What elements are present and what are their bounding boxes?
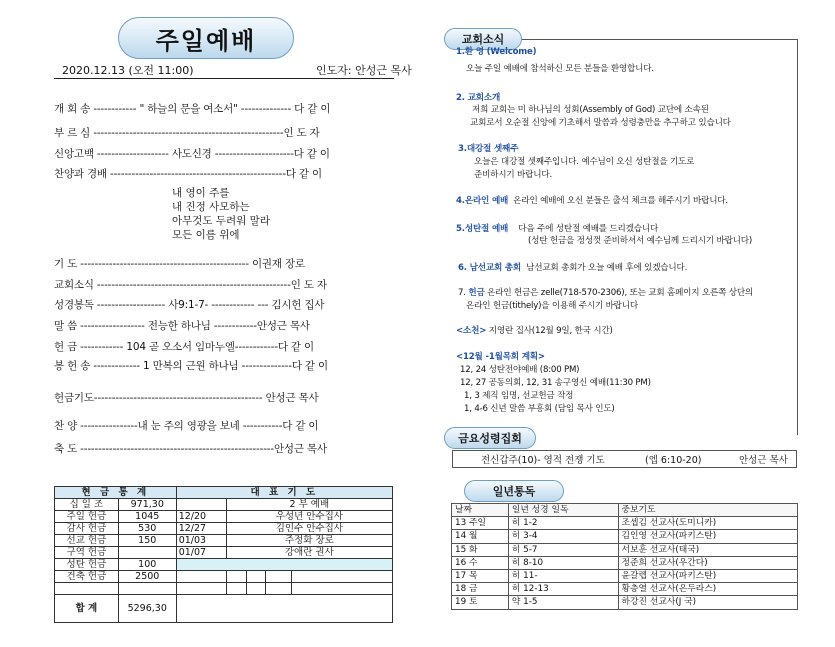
order-sermon: 말 씀 ------------------ 전능한 하나님 ------------안성근 목사: [54, 320, 310, 332]
reading-passage: 히 12-13: [508, 583, 618, 596]
prayer-date: 01/07: [176, 547, 226, 559]
reading-passage: 히 5-7: [508, 543, 618, 556]
prayer-name: 우성년 안수집사: [226, 511, 392, 523]
order-creed: 신앙고백 -------------------- 사도신경 ----------------------다 같 이: [54, 148, 330, 160]
friday-reference: (엡 6:10-20): [645, 455, 702, 466]
offering-total-label: 합 계: [55, 595, 119, 623]
offering-label: 감사 헌금: [55, 523, 119, 535]
news-plan-head: <12월 -1월목회 계획>: [456, 352, 545, 362]
empty-cell: [176, 571, 226, 583]
prayer-name: 2 부 예배: [226, 499, 392, 511]
prayer-date: [176, 499, 226, 511]
table-row: [452, 569, 798, 582]
offering-amount: 2500: [118, 571, 176, 583]
order-hymn: 찬 양 ----------------내 눈 주의 영광을 보네 -----------다 같 이: [54, 420, 319, 432]
empty-cell: [266, 583, 292, 595]
news-plan-item: 12, 24 성탄전야예배 (8:00 PM): [460, 365, 580, 375]
news-intro-head: 2. 교회소개: [456, 93, 501, 103]
reading-prayer: 김인영 선교사(파키스탄): [618, 530, 797, 543]
reading-prayer: 윤갈렙 선교사(파키스탄): [618, 569, 797, 582]
reading-date: 19 토: [452, 596, 509, 609]
page-title: 주일예배: [118, 17, 294, 59]
table-row: [452, 543, 798, 556]
offering-header: 현 금 통 계: [55, 487, 177, 499]
offering-label: 십 일 조: [55, 499, 119, 511]
reading-prayer: 조셉김 선교사(도미니카): [618, 517, 797, 530]
offering-amount: 971,30: [118, 499, 176, 511]
news-plan-item: 1, 3 제직 임명, 선교헌금 작정: [464, 391, 574, 401]
order-praise: 찬양과 경배 -------------------------------------------------다 같 이: [54, 168, 322, 180]
offering-table: [54, 486, 393, 623]
reading-header-bible: 일년 성경 일독: [508, 504, 618, 517]
news-offer-body: 온라인 헌금(tithely)을 이용해 주시기 바랍니다: [466, 301, 638, 311]
empty-cell: [226, 571, 246, 583]
table-row: [452, 517, 798, 530]
friday-speaker: 안성근 목사: [739, 455, 788, 466]
news-intro-body: 교회로서 오순절 신앙에 기초해서 말씀과 성령충만을 추구하고 있습니다: [470, 118, 731, 128]
news-xmas-body: 다음 주에 성탄절 예배를 드리겠습니다: [518, 224, 659, 234]
prayer-name: 강애란 권사: [226, 547, 392, 559]
praise-song: 모든 이름 위에: [172, 229, 240, 241]
reading-passage: 히 8-10: [508, 556, 618, 569]
reading-prayer: 정준희 선교사(우간다): [618, 556, 797, 569]
news-advent-body: 오늘은 대강절 셋째주입니다. 예수님이 오신 성탄절을 기도로: [474, 157, 695, 167]
empty-cell: [266, 571, 292, 583]
offering-amount: [118, 547, 176, 559]
reading-date: 14 월: [452, 530, 509, 543]
news-men-head: 6. 남선교회 총회: [458, 263, 522, 273]
reading-passage: 히 11-: [508, 569, 618, 582]
news-welcome-body: 오늘 주일 예배에 참석하신 모든 분들을 환영합니다.: [466, 64, 654, 74]
table-row: [452, 530, 798, 543]
empty-cell: [246, 571, 266, 583]
order-offertory: 봉 헌 송 ------------- 1 만복의 근원 하나님 --------------다 같 이: [54, 360, 328, 372]
news-intro-body: 저희 교회는 미 하나님의 성회(Assembly of God) 교단에 소속된: [472, 105, 709, 115]
prayer-name: 주정화 장로: [226, 535, 392, 547]
order-scripture: 성경봉독 ------------------- 사9:1-7- ------------ --- 김시헌 집사: [54, 299, 325, 311]
news-offer-number: 7.: [458, 288, 466, 298]
empty-cell: [176, 583, 226, 595]
reading-prayer: 하강진 선교사(J 국): [618, 596, 797, 609]
news-offer-body: 온라인 헌금은 zelle(718-570-2306), 또는 교회 홈페이지 오른쪽 상단의: [487, 288, 754, 298]
news-plan-item: 12, 27 공동의회, 12, 31 송구영신 예배(11:30 PM): [460, 378, 651, 388]
reading-passage: 히 3-4: [508, 530, 618, 543]
reading-prayer: 황층열 선교사(온두라스): [618, 583, 797, 596]
offering-label: 주일 헌금: [55, 511, 119, 523]
praise-song: 내 영이 주를: [172, 187, 230, 199]
reading-date: 13 주일: [452, 517, 509, 530]
praise-song: 아무것도 두려워 말라: [172, 215, 270, 227]
praise-song-list: [172, 186, 270, 242]
praise-song: 내 진정 사모하는: [172, 201, 250, 213]
table-row: [452, 556, 798, 569]
service-date: 2020.12.13 (오전 11:00): [62, 64, 194, 77]
reading-date: 17 목: [452, 569, 509, 582]
order-benediction: 축 도 ------------------------------------------------------안성근 목사: [54, 443, 327, 455]
order-offering: 헌 금 ------------ 104 곧 오소서 임마누엘------------다 같 이: [54, 341, 314, 353]
reading-date: 15 화: [452, 543, 509, 556]
reading-header-date: 날짜: [452, 504, 509, 517]
reading-date: 16 수: [452, 556, 509, 569]
offering-label: 선교 헌금: [55, 535, 119, 547]
offering-total-value: 5296,30: [118, 595, 176, 623]
order-prayer: 기 도 ----------------------------------------------- 이권재 장로: [54, 258, 305, 270]
table-row: [452, 583, 798, 596]
prayer-date: 12/27: [176, 523, 226, 535]
empty-cell: [292, 571, 393, 583]
news-xmas-head: 5.성탄절 예배: [456, 224, 509, 234]
prayer-empty-cell: [176, 559, 392, 571]
offering-label: 건축 헌금: [55, 571, 119, 583]
news-advent-head: 3.대강절 셋째주: [458, 144, 519, 154]
prayer-header: 대 표 기 도: [176, 487, 392, 499]
friday-service: [452, 450, 797, 468]
news-plan-item: 1, 4-6 신년 말씀 부흥회 (담임 목사 인도): [464, 404, 615, 414]
empty-cell: [176, 595, 392, 623]
reading-header-prayer: 중보기도: [618, 504, 797, 517]
news-men-body: 남선교회 총회가 오늘 예배 후에 있겠습니다.: [526, 263, 688, 273]
order-announcements: 교회소식 ------------------------------------------------------인 도 자: [54, 279, 327, 291]
news-death-body: 지영란 집사(12월 9일, 한국 시간): [488, 326, 613, 336]
empty-cell: [246, 583, 266, 595]
reading-passage: 약 1-5: [508, 596, 618, 609]
offering-amount: 100: [118, 559, 176, 571]
news-section-title: 교회소식: [444, 28, 522, 50]
prayer-name: 김인수 안수집사: [226, 523, 392, 535]
news-xmas-body: (성탄 헌금을 정성껏 준비하셔서 예수님께 드리시기 바랍니다): [528, 236, 753, 246]
reading-passage: 히 1-2: [508, 517, 618, 530]
offering-amount: 1045: [118, 511, 176, 523]
empty-cell: [55, 583, 119, 595]
service-leader: 인도자: 안성근 목사: [316, 64, 412, 77]
reading-prayer: 서보훈 선교사(태국): [618, 543, 797, 556]
prayer-date: 12/20: [176, 511, 226, 523]
news-online-body: 온라인 예배에 오신 분들은 출석 체크를 해주시기 바랍니다.: [513, 196, 728, 206]
reading-table: [451, 503, 798, 610]
news-death-head: <소천>: [456, 326, 487, 336]
order-offering-prayer: 헌금기도----------------------------------------------- 안성근 목사: [54, 392, 319, 404]
empty-cell: [226, 583, 246, 595]
empty-cell: [292, 583, 393, 595]
table-row: [452, 596, 798, 609]
news-online-head: 4.온라인 예배: [456, 196, 509, 206]
order-opening-hymn: 개 회 송 ------------ " 하늘의 문을 여소서" -------------- 다 같 이: [54, 103, 331, 115]
offering-label: 구역 헌금: [55, 547, 119, 559]
offering-amount: 530: [118, 523, 176, 535]
friday-series: 전신갑주(10)- 영적 전쟁 기도: [481, 455, 605, 466]
offering-label: 성탄 헌금: [55, 559, 119, 571]
news-welcome-head: 1.환 영 (Welcome): [456, 47, 537, 57]
prayer-date: 01/03: [176, 535, 226, 547]
offering-amount: 150: [118, 535, 176, 547]
empty-cell: [118, 583, 176, 595]
friday-section-title: 금요성령집회: [444, 427, 536, 449]
news-offer-head: 헌금: [468, 288, 485, 298]
news-advent-body: 준비하시기 바랍니다.: [474, 170, 552, 180]
reading-date: 18 금: [452, 583, 509, 596]
order-call-to-worship: 부 르 심 -----------------------------------------------------인 도 자: [54, 127, 320, 139]
reading-section-title: 일년통독: [464, 480, 564, 502]
divider: [54, 78, 394, 79]
